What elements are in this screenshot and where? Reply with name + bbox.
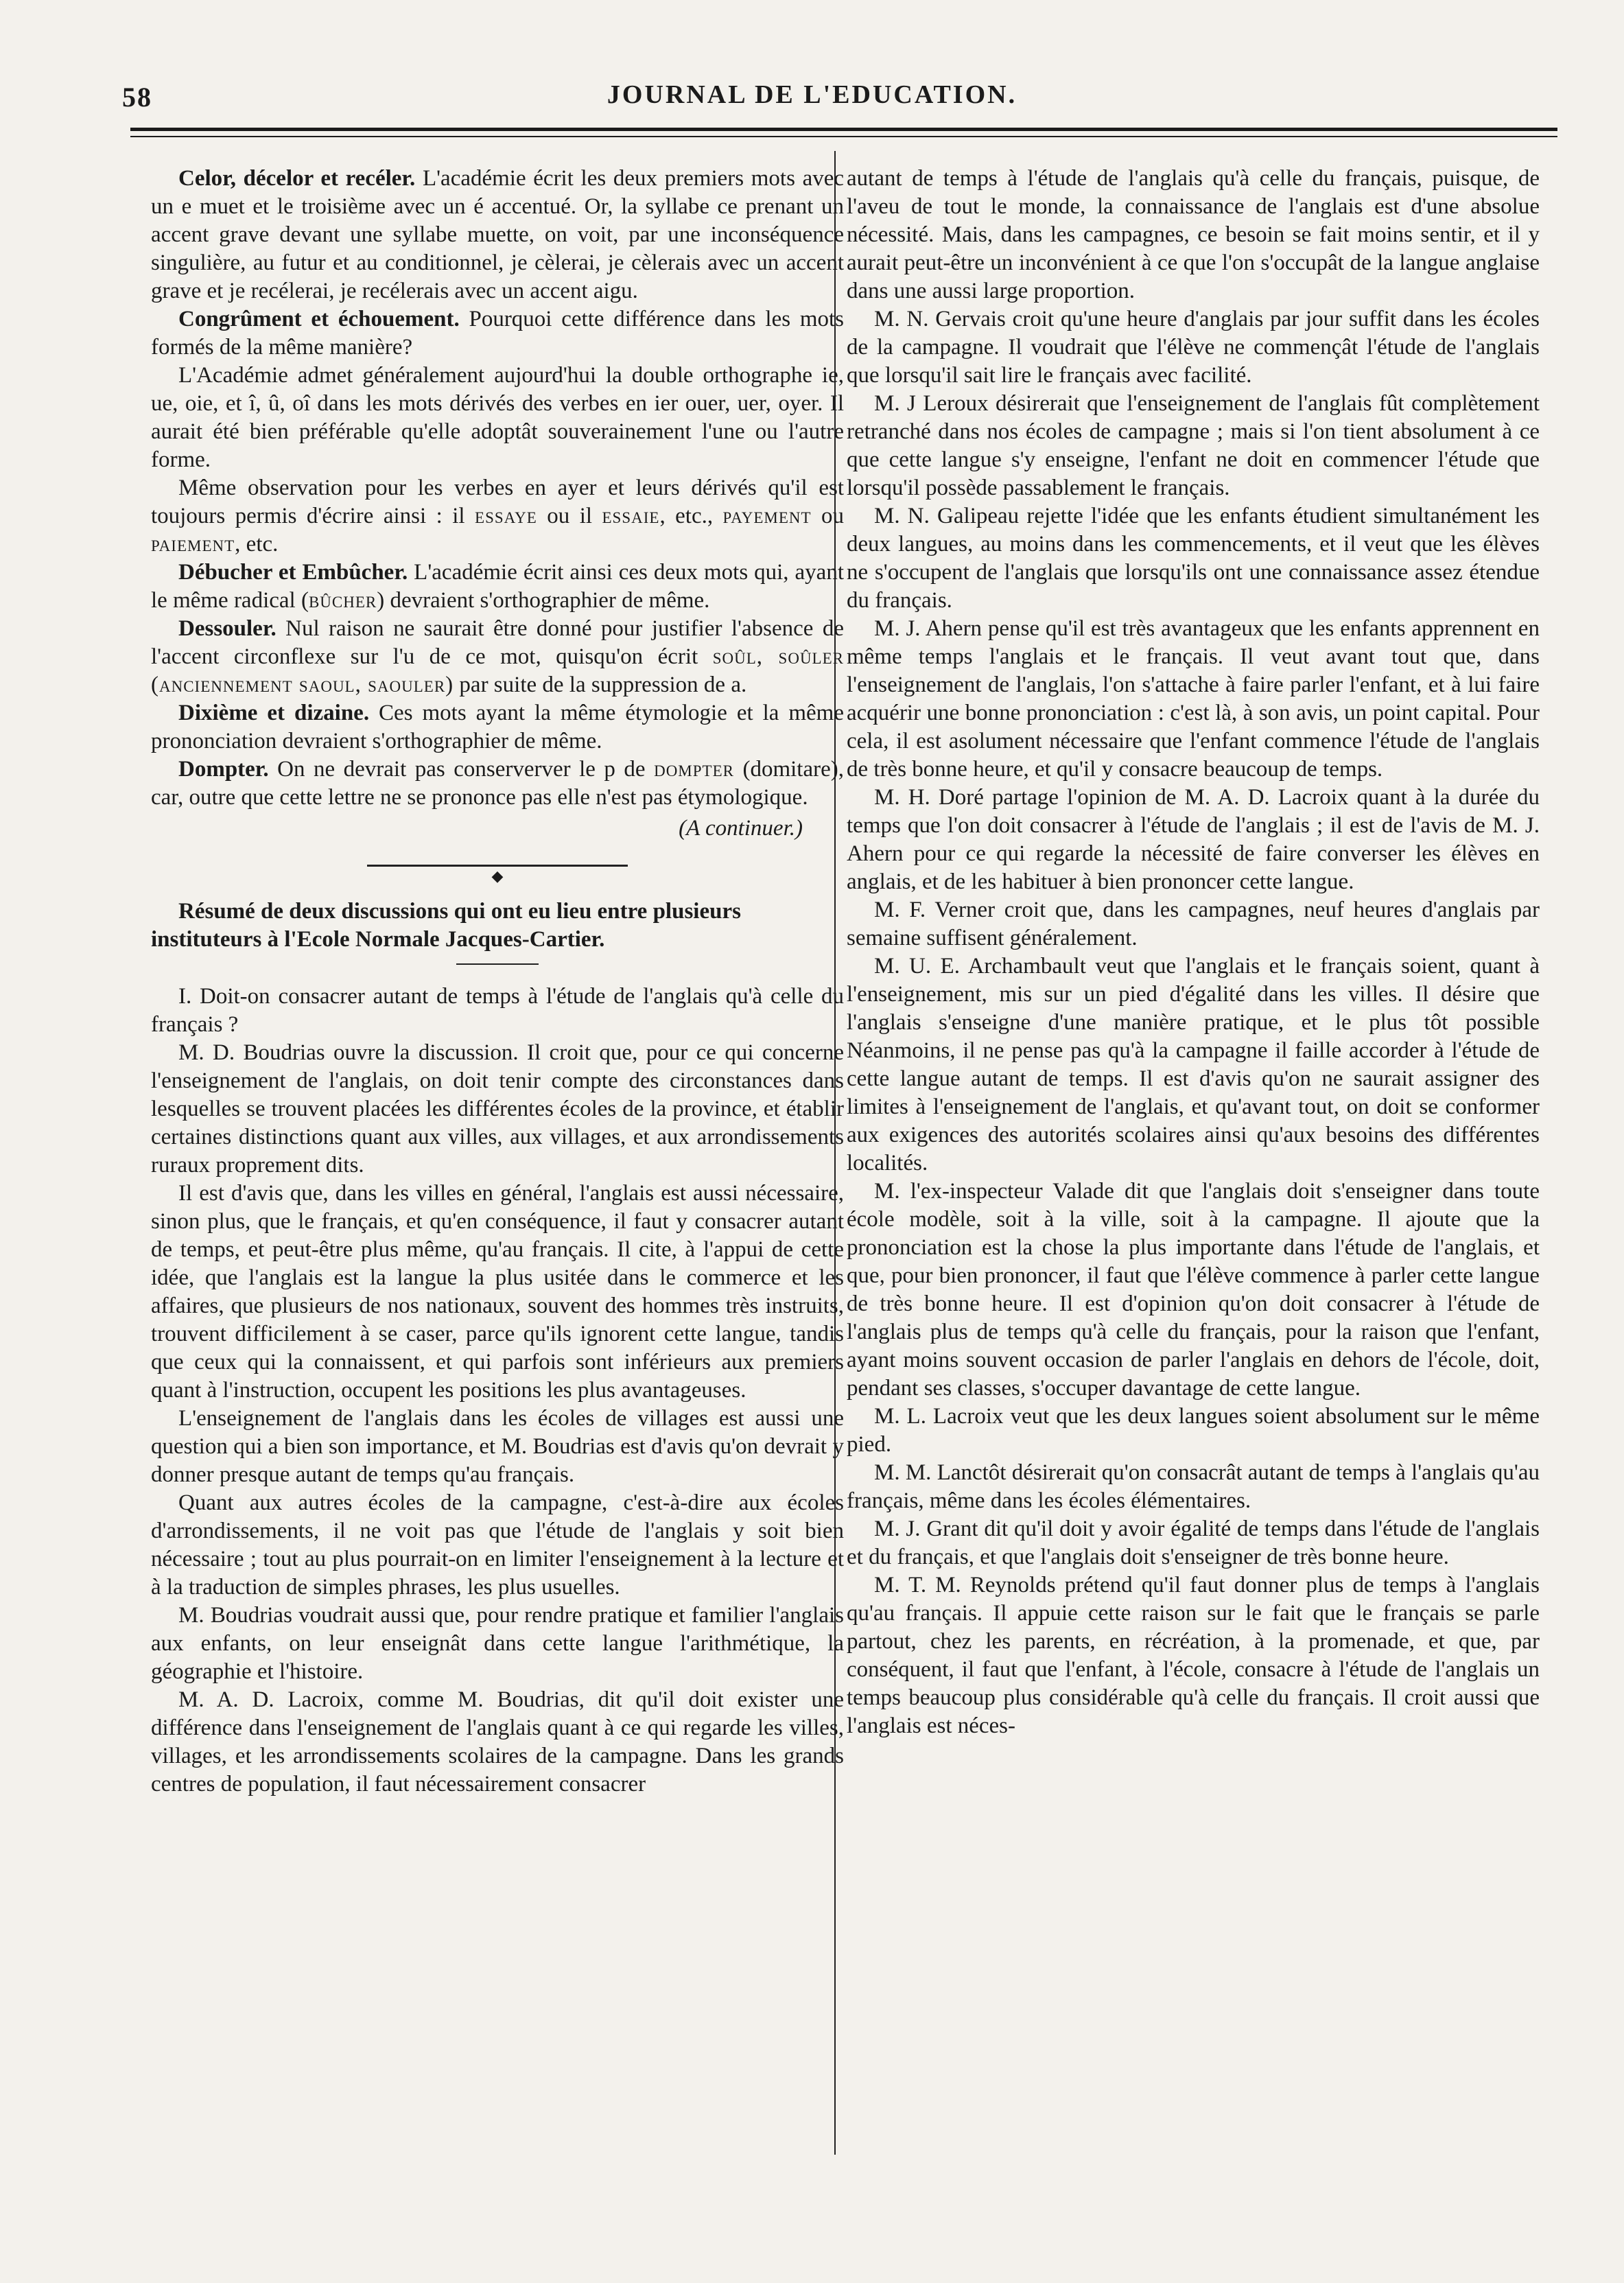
text-run: On ne devrait pas conserverver le p de [268,757,655,782]
entry-term: Congrûment et échouement. [178,307,460,331]
header-rule [130,128,1557,131]
to-be-continued: (A continuer.) [679,816,803,841]
paragraph: M. A. D. Lacroix, comme M. Boudrias, dit qu'il doit exister une différence dans l'enseignement de l'anglais quant à ce qui regarde les villes, villages, et les arrondissements scolaires de la campagne. Dans les grands centres de population, il faut nécessairement consacrer [151,1687,844,1796]
small-caps-word: paiement [151,532,235,557]
right-column [847,165,1540,1740]
paragraph: M. H. Doré partage l'opinion de M. A. D. Lacroix quant à la durée du temps que l'on doit consacrer à l'étude de l'anglais ; il est de l'avis de M. J. Ahern pour ce qui regarde la nécessité de faire converser les élèves en anglais, et de les habituer à bien prononcer cette langue. [847,785,1540,894]
paragraph: Quant aux autres écoles de la campagne, c'est-à-dire aux écoles d'arrondissements, il ne voit pas que l'étude de l'anglais y soit bien nécessaire ; tout au plus pourrait-on en limiter l'enseignement à la lecture et à la traduction de simples phrases, les plus usuelles. [151,1490,844,1600]
paragraph: L'enseignement de l'anglais dans les écoles de villages est aussi une question qui a bien son importance, et M. Boudrias est d'avis qu'on devrait y donner presque autant de temps qu'au français. [151,1406,844,1487]
entry-dixieme [151,699,844,756]
text-run: ) devraient s'orthographier de même. [377,588,710,613]
paragraph [151,474,844,559]
left-column [151,165,844,1799]
paragraph: M. M. Lanctôt désirerait qu'on consacrât autant de temps à l'anglais qu'au français, même dans les écoles élémentaires. [847,1460,1540,1513]
entry-text: Pourquoi cette différence dans les mots formés de la même manière? [151,307,844,360]
section-ornament [367,860,628,885]
paragraph: Il est d'avis que, dans les villes en général, l'anglais est aussi nécessaire, sinon plus, que le français, et qu'en conséquence, il faut y consacrer autant de temps, et peut-être plus même, qu'au français. Il cite, à l'appui de cette idée, que l'anglais est la langue la plus usitée dans le commerce et les affaires, que plusieurs de nos nationaux, souvent des hommes très instruits, trouvent difficilement à se caser, parce qu'ils ignorent cette langue, tandis que ceux qui la connaissent, et qui parfois sont inférieurs aux premiers quant à l'instruction, occupent les positions les plus avantageuses. [151,1181,844,1403]
paragraph: M. N. Galipeau rejette l'idée que les enfants étudient simultanément les deux langues, au moins dans les commencements, et il veut que les élèves ne s'occupent de l'anglais que lorsqu'ils ont une connaissance assez étendue du français. [847,504,1540,613]
entry-term: Dompter. [178,757,269,782]
text-run: ou [811,504,844,528]
entry-text: Ces mots ayant la même étymologie et la même prononciation devraient s'orthographier de même. [151,701,844,753]
paragraph: M. J Leroux désirerait que l'enseignement de l'anglais fût complètement retranché dans nos écoles de campagne ; mais si l'on tient absolument à ce que cette langue s'y enseigne, l'enfant ne doit en commencer l'étude que lorsqu'il possède passablement le français. [847,391,1540,500]
small-caps-word: dompter [654,757,734,782]
entry-dompter [151,756,844,812]
paragraph: L'Académie admet généralement aujourd'hui la double orthographe ie, ue, oie, et î, û, oî dans les mots dérivés des verbes en ier ouer, uer, oyer. Il aurait été bien préférable qu'elle adoptât souverainement l'une ou l'autre forme. [151,363,844,472]
small-caps-word: bûcher [308,588,377,613]
entry-debucher [151,559,844,615]
title-underline [456,963,539,965]
text-run: L'académie écrit ainsi ces deux mots qui, ayant le même radical ( [151,560,844,613]
entry-dessouler [151,615,844,699]
section-title: Résumé de deux discussions qui ont eu lieu entre plusieurs instituteurs à l'Ecole Normale Jacques-Cartier. [151,899,741,952]
running-head: JOURNAL DE L'EDUCATION. [607,80,1017,109]
paragraph: M. D. Boudrias ouvre la discussion. Il croit que, pour ce qui concerne l'enseignement de l'anglais, on doit tenir compte des circonstances dans lesquelles se trouvent placées les différentes écoles de la province, et établir certaines distinctions quant aux villes, aux villages, et aux arrondissements ruraux proprement dits. [151,1040,844,1178]
text-run: ou il [537,504,602,528]
entry-celor [151,165,844,305]
entry-term: Débucher et Embûcher. [178,560,408,585]
ornament-diamond: ◆ [486,867,509,885]
text-run: , etc. [235,532,279,557]
entry-term: Celor, décelor et recéler. [178,166,416,191]
small-caps-word: soûl, soûler (anciennement saoul, saouler) [151,644,845,697]
text-run: Nul raison ne saurait être donné pour justifier l'absence de l'accent circonflexe sur l'u de ce mot, quisqu'on écrit [151,616,844,669]
paragraph: M. F. Verner croit que, dans les campagnes, neuf heures d'anglais par semaine suffisent généralement. [847,898,1540,950]
text-run: Même observation pour les verbes en ayer et leurs dérivés qu'il est toujours permis d'écrire ainsi : il [151,476,844,528]
small-caps-word: essaye [475,504,537,528]
paragraph: M. J. Grant dit qu'il doit y avoir égalité de temps dans l'étude de l'anglais et du français, et que l'anglais doit s'enseigner de très bonne heure. [847,1517,1540,1569]
entry-term: Dessouler. [178,616,276,641]
paragraph-continued: autant de temps à l'étude de l'anglais qu'à celle du français, puisque, de l'aveu de tout le monde, la connaissance de l'anglais est d'une absolue nécessité. Mais, dans les campagnes, ce besoin se fait moins sentir, et il y aurait peut-être un inconvénient à ce que l'on s'occupât de la langue anglaise dans une aussi large proportion. [847,166,1540,303]
entry-term: Dixième et dizaine. [178,701,370,725]
page-number: 58 [122,82,152,113]
entry-congrument [151,305,844,362]
header-rule-thin [130,136,1557,137]
small-caps-word: payement [722,504,812,528]
small-caps-word: essaie [602,504,660,528]
paragraph: M. N. Gervais croit qu'une heure d'anglais par jour suffit dans les écoles de la campagne. Il voudrait que l'élève ne commençât l'étude de l'anglais que lorsqu'il sait lire le français avec facilité. [847,307,1540,388]
paragraph: M. L. Lacroix veut que les deux langues soient absolument sur le même pied. [847,1404,1540,1457]
text-run: , etc., [659,504,723,528]
entry-text: L'académie écrit les deux premiers mots avec un e muet et le troisième avec un é accentué. Or, la syllabe ce prenant un accent grave devant une syllabe muette, on voit, par une inconséquence singulière, au futur et au conditionnel, je cèlerai, je cèlerais avec un accent grave et je recélerai, je recélerais avec un accent aigu. [151,166,845,303]
text-run: (domitare), car, outre que cette lettre ne se prononce pas elle n'est pas étymologique. [151,757,844,810]
paragraph: M. T. M. Reynolds prétend qu'il faut donner plus de temps à l'anglais qu'au français. Il appuie cette raison sur le fait que le français se parle partout, chez les parents, en récréation, à la promenade, et que, par conséquent, il faut que l'enfant, à l'école, consacre à l'étude de l'anglais un temps beaucoup plus considérable qu'à celle du français. Il croit aussi que l'anglais est néces- [847,1573,1540,1738]
paragraph: M. J. Ahern pense qu'il est très avantageux que les enfants apprennent en même temps l'anglais et le français. Il veut avant tout que, dans l'enseignement de l'anglais, l'on s'attache à faire parler l'enfant, et à lui faire acquérir une bonne prononciation : c'est là, à son avis, un point capital. Pour cela, il est asolument nécessaire que l'enfant commence l'étude de l'anglais de très bonne heure, et qu'il y consacre beaucoup de temps. [847,616,1540,782]
paragraph: M. l'ex-inspecteur Valade dit que l'anglais doit s'enseigner dans toute école modèle, soit à la ville, soit à la campagne. Il ajoute que la prononciation est la chose la plus importante dans l'étude de l'anglais, et que, pour bien prononcer, il faut que l'élève commence à parler cette langue de très bonne heure. Il est d'opinion qu'on doit consacrer à l'étude de l'anglais plus de temps qu'à celle du français, pour la raison que l'enfant, ayant moins souvent occasion de parler l'anglais en dehors de l'école, doit, pendant ses classes, s'occuper davantage de cette langue. [847,1179,1540,1401]
paragraph: M. U. E. Archambault veut que l'anglais et le français soient, quant à l'enseignement, mis sur un pied d'égalité dans les villes. Il désire que l'anglais s'enseigne d'une manière pratique, et le plus tôt possible Néanmoins, il ne pense pas qu'à la campagne il faille accorder à l'étude de cette langue autant de temps. Il est d'avis qu'on ne saurait assigner des limites à l'enseignement de l'anglais, et qu'avant tout, on doit se conformer aux exigences des autorités scolaires ainsi qu'aux besoins des différentes localités. [847,954,1540,1175]
question-heading: I. Doit-on consacrer autant de temps à l'étude de l'anglais qu'à celle du français ? [151,984,844,1037]
paragraph: M. Boudrias voudrait aussi que, pour rendre pratique et familier l'anglais aux enfants, on leur enseignât dans cette langue l'arithmétique, la géographie et l'histoire. [151,1603,844,1684]
text-run: par suite de la suppression de a. [454,672,747,697]
